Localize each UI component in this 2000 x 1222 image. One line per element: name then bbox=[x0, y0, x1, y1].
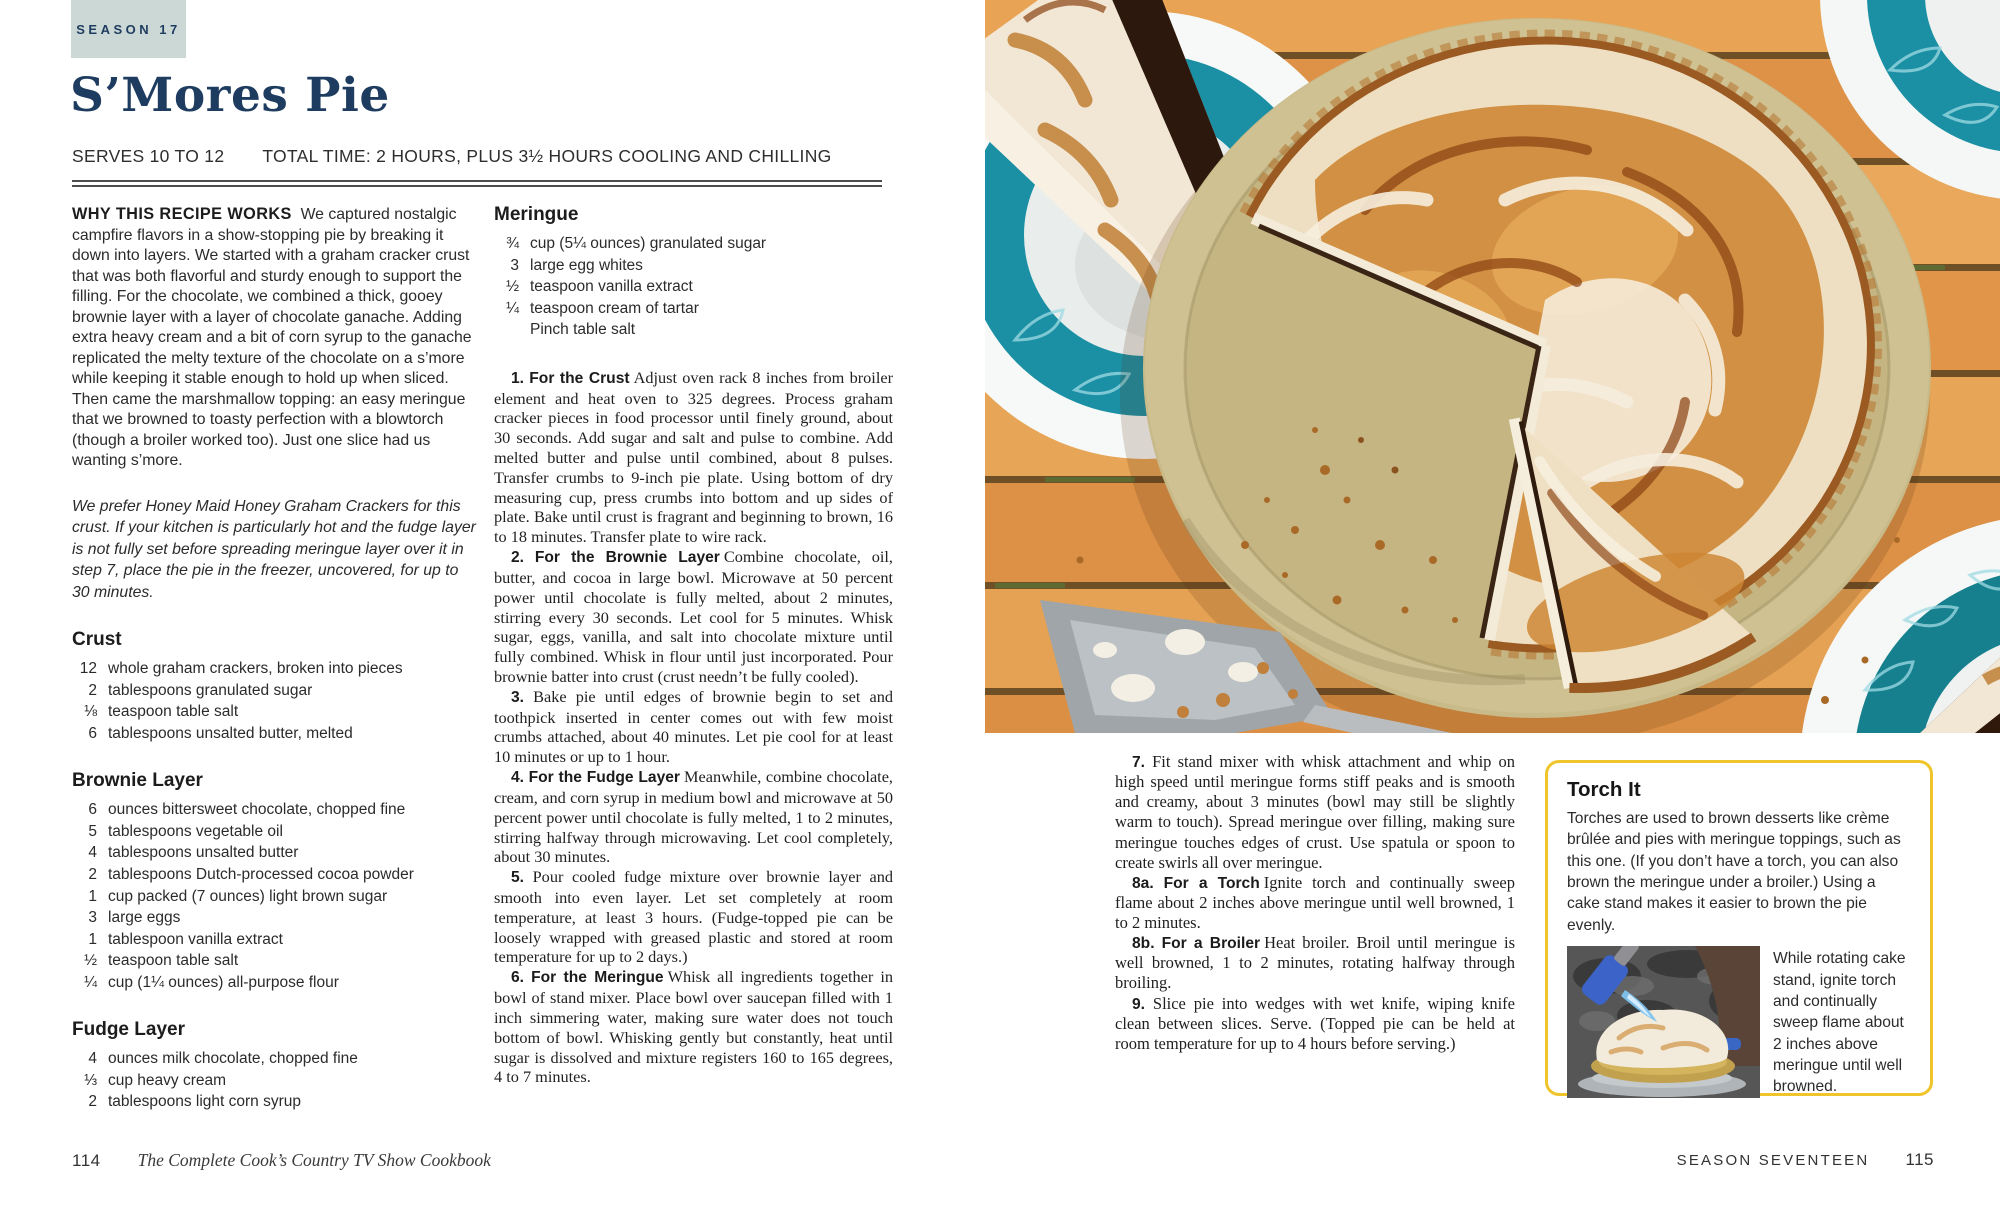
season-footer-label: SEASON SEVENTEEN bbox=[1676, 1152, 1870, 1169]
ingredient-group-brownie: Brownie Layer bbox=[72, 770, 203, 792]
ingredient-row: 4 ounces milk chocolate, chopped fine bbox=[88, 1050, 358, 1068]
step-9: 9. Slice pie into wedges with wet knife, wiping knife clean between slices. Serve. (Topped pie can be held at room temperature for up to 4 hours before serving.) bbox=[1115, 993, 1516, 1053]
ingredient-row: 5 tablespoons vegetable oil bbox=[88, 822, 283, 840]
ingredient-row: 2 tablespoons Dutch-processed cocoa powder bbox=[88, 865, 414, 883]
sidebar-body: Torches are used to brown desserts like crème brûlée and pies with meringue toppings, such as this one. (If you don’t have a torch, you can also brown the meringue under a broiler.) Using a cake stand makes it easier to brown the pie evenly. bbox=[1567, 810, 1901, 934]
torch-photo bbox=[1567, 946, 1760, 1098]
page-title: S’Mores Pie bbox=[70, 68, 390, 123]
step-7: 7. Fit stand mixer with whisk attachment and whip on high speed until meringue forms stiff peaks and is smooth and creamy, about 3 minutes (bowl may still be slightly warm to touch). Spread meringue over filling, making sure meringue touches edges of crust. Use spatula or spoon to create swirls all over meringue. bbox=[1115, 752, 1516, 872]
ingredient-row: 6 tablespoons unsalted butter, melted bbox=[88, 724, 353, 742]
ingredient-row: ¾ cup (5¼ ounces) granulated sugar bbox=[506, 235, 767, 252]
header-divider bbox=[72, 180, 882, 187]
why-this-recipe-works bbox=[72, 204, 478, 472]
step-2: 2. For the Brownie Layer Combine chocolate, oil, butter, and cocoa in large bowl. Microwave at 50 percent power until chocolate is fully melted, about 2 minutes, stirring every 30 seconds. Let cool for 5 minutes. Whisk sugar, eggs, vanilla, and salt into chocolate mixture until fully combined. Whisk in flour until just incorporated. Pour brownie batter into crust (crust needn’t be fully cooled). bbox=[494, 546, 893, 686]
step-8b: 8b. For a Broiler Heat broiler. Broil until meringue is well browned, 1 to 2 minutes, rotating halfway through broiling. bbox=[1115, 933, 1516, 993]
right-column bbox=[1115, 752, 1515, 1054]
ingredient-row: Pinch table salt bbox=[530, 321, 636, 339]
ingredient-row: 3 large egg whites bbox=[510, 256, 643, 274]
page-number-left: 114 bbox=[72, 1151, 101, 1170]
sidebar-caption: While rotating cake stand, ignite torch and continually sweep flame about 2 inches above meringue until well browned. bbox=[1773, 950, 1906, 1096]
footer-left bbox=[72, 1150, 491, 1171]
ingredient-row: 1 cup packed (7 ounces) light brown sugar bbox=[88, 887, 388, 905]
ingredient-row: ¼ teaspoon cream of tartar bbox=[506, 299, 699, 317]
recipe-meta bbox=[72, 146, 832, 167]
ingredient-row: ¼ cup (1¼ ounces) all-purpose flour bbox=[84, 973, 339, 991]
step-1: 1. For the Crust Adjust oven rack 8 inches from broiler element and heat oven to 325 degrees. Process graham cracker pieces in food processor until finely ground, about 30 seconds. Add sugar and salt and pulse to combine. Add melted butter and pulse until combined, about 8 pulses. Transfer crumbs to 9-inch pie plate. Using bottom of dry measuring cup, press crumbs into bottom and up sides of plate. Bake until crust is fragrant and beginning to brown, 16 to 18 minutes. Transfer plate to wire rack. bbox=[494, 367, 893, 547]
recipe-note: We prefer Honey Maid Honey Graham Crackers for this crust. If your kitchen is particularly hot and the fudge layer is not fully set before spreading meringue layer over it in step 7, place the pie in the freezer, uncovered, for up to 30 minutes. bbox=[72, 497, 476, 601]
ingredient-group-crust: Crust bbox=[72, 629, 122, 651]
ingredient-row: ⅓ cup heavy cream bbox=[84, 1071, 227, 1089]
step-3: 3. Bake pie until edges of brownie begin to set and toothpick inserted in center comes out with few moist crumbs attached, about 40 minutes. Let pie cool for at least 10 minutes or up to 1 hour. bbox=[494, 686, 893, 767]
ingredient-row: 1 tablespoon vanilla extract bbox=[88, 930, 283, 948]
total-time-label: TOTAL TIME: 2 HOURS, PLUS 3½ HOURS COOLING AND CHILLING bbox=[262, 146, 832, 166]
ingredient-row: 2 tablespoons light corn syrup bbox=[88, 1093, 302, 1111]
ingredient-row: 3 large eggs bbox=[88, 909, 181, 927]
footer-right bbox=[1500, 1150, 1934, 1170]
why-body: We captured nostalgic campfire flavors in a show-stopping pie by breaking it down into layers. We started with a graham cracker crust that was both flavorful and sturdy enough to support the filling. For the chocolate, we combined a thick, gooey brownie layer with a layer of chocolate ganache. Adding extra heavy cream and a bit of corn syrup to the ganache replicated the melty texture of the chocolate on a s’more while keeping it stable enough to hold up when sliced. Then came the marshmallow topping: an easy meringue that we browned to toasty perfection with a blowtorch (though a broiler worked too). Just one slice had us wanting s’more. bbox=[72, 206, 472, 470]
step-4: 4. For the Fudge Layer Meanwhile, combine chocolate, cream, and corn syrup in medium bowl and microwave at 50 percent power until chocolate is fully melted, 1 to 2 minutes, stirring halfway through microwaving. Let cool completely, about 30 minutes. bbox=[494, 767, 893, 867]
ingredient-row: ½ teaspoon table salt bbox=[84, 952, 239, 970]
instructions-1-6 bbox=[494, 368, 893, 1088]
page-number-right: 115 bbox=[1905, 1150, 1934, 1169]
book-title: The Complete Cook’s Country TV Show Cookbook bbox=[137, 1150, 491, 1170]
left-column bbox=[72, 204, 478, 1113]
season-badge-label: SEASON 17 bbox=[76, 21, 181, 37]
ingredient-group-fudge: Fudge Layer bbox=[72, 1019, 185, 1041]
why-heading: WHY THIS RECIPE WORKS bbox=[72, 205, 292, 223]
season-badge bbox=[71, 0, 186, 58]
middle-column bbox=[494, 204, 893, 1087]
ingredient-row: 6 ounces bittersweet chocolate, chopped fine bbox=[88, 801, 406, 819]
step-6: 6. For the Meringue Whisk all ingredients together in bowl of stand mixer. Place bowl over saucepan filled with 1 inch simmering water, making sure water does not touch bottom of bowl. Whisking gently but constantly, heat until sugar is dissolved and mixture registers 160 to 165 degrees, 4 to 7 minutes. bbox=[494, 967, 893, 1087]
sidebar-title: Torch It bbox=[1567, 778, 1641, 801]
step-5: 5. Pour cooled fudge mixture over brownie layer and smooth into even layer. Let set completely at room temperature, at least 3 hours. (Fudge-topped pie can be loosely wrapped with greased plastic and stored at room temperature for up to 2 days.) bbox=[494, 867, 894, 967]
ingredient-group-meringue: Meringue bbox=[494, 204, 579, 225]
step-8a: 8a. For a Torch Ignite torch and continually sweep flame about 2 inches above meringue until well browned, 1 to 2 minutes. bbox=[1115, 872, 1516, 932]
ingredient-row: 4 tablespoons unsalted butter bbox=[88, 844, 299, 862]
ingredient-row: ⅛ teaspoon table salt bbox=[84, 703, 239, 721]
smores-pie-photo bbox=[985, 0, 2000, 733]
torch-it-sidebar bbox=[1545, 760, 1933, 1096]
ingredient-row: 2 tablespoons granulated sugar bbox=[88, 681, 313, 699]
ingredient-row: ½ teaspoon vanilla extract bbox=[506, 278, 693, 296]
ingredient-row: 12 whole graham crackers, broken into pieces bbox=[79, 660, 403, 678]
serves-label: SERVES 10 TO 12 bbox=[72, 146, 225, 166]
